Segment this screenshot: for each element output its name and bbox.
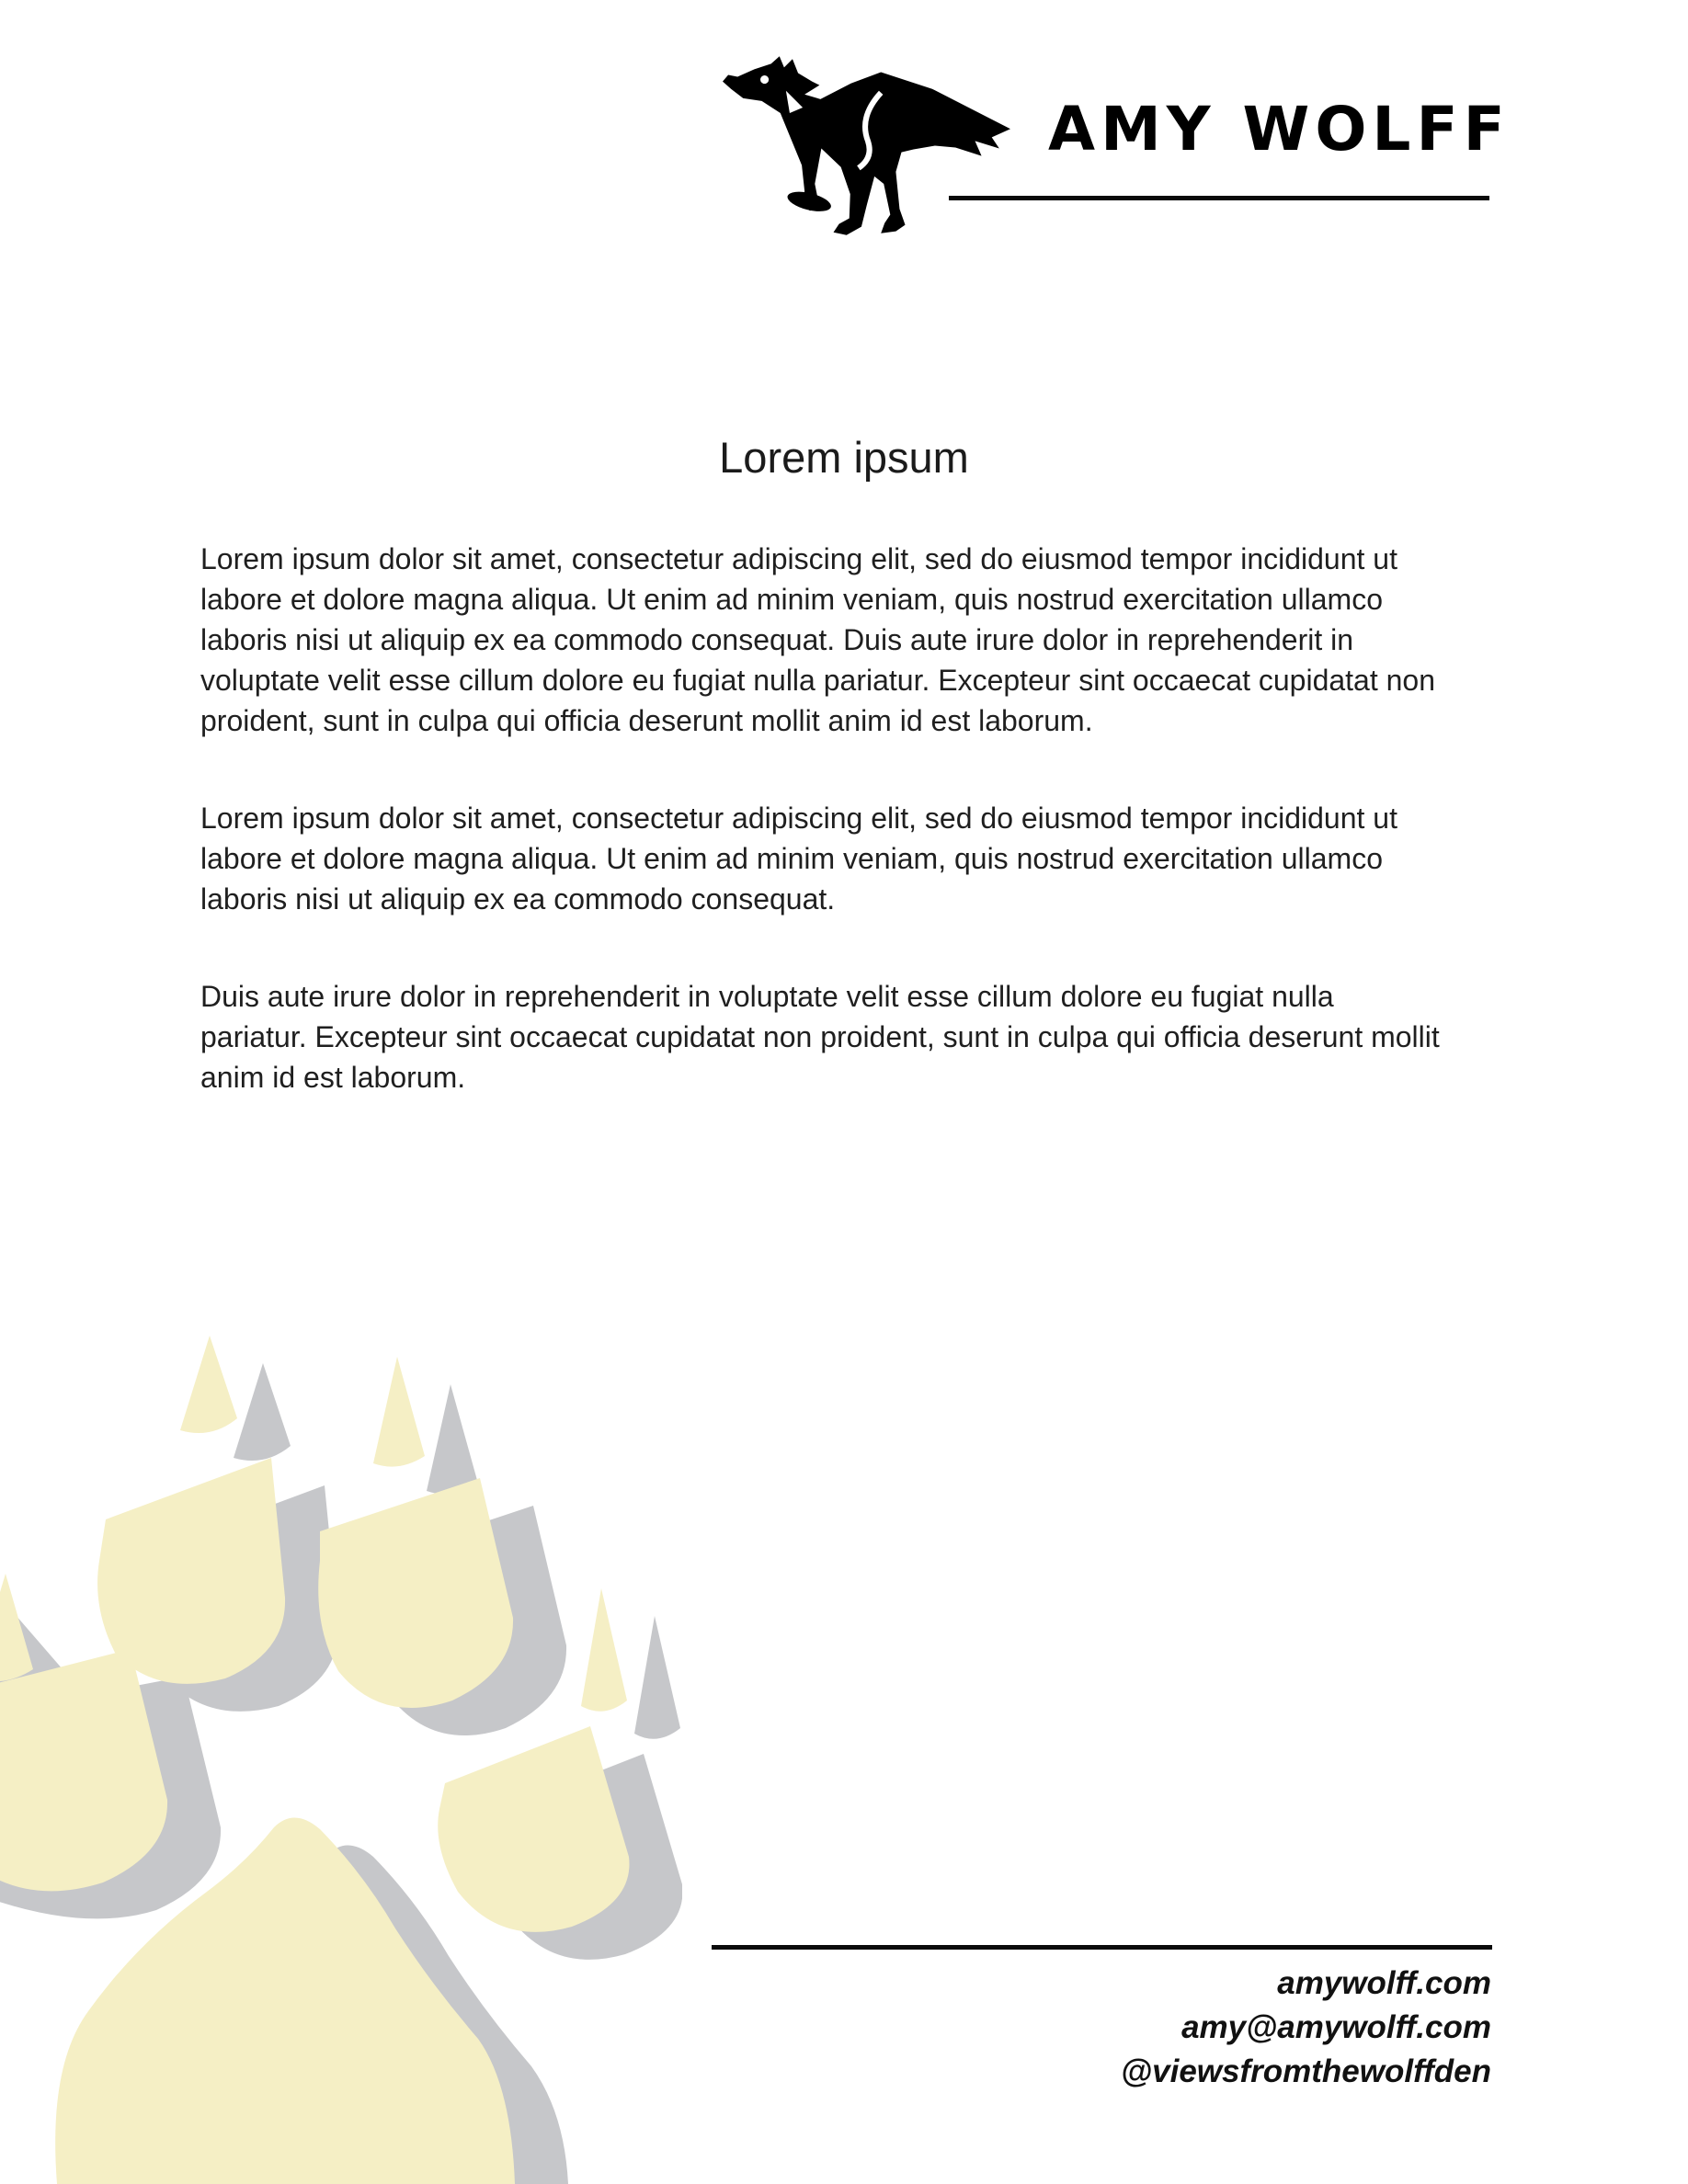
running-wolf-icon: [723, 55, 1011, 237]
footer-rule: [712, 1945, 1492, 1950]
body-text: [200, 539, 1440, 1155]
footer-email: amy@amywolff.com: [1181, 2009, 1491, 2045]
paragraph-2: Lorem ipsum dolor sit amet, consectetur adipiscing elit, sed do eiusmod tempor incididunt ut labore et dolore magna aliqua. Ut enim ad minim veniam, quis nostrud exercitation ullamco laboris nisi ut aliquip ex ea commodo consequat.: [200, 802, 1397, 916]
paragraph-3: Duis aute irure dolor in reprehenderit in voluptate velit esse cillum dolore eu fugiat nulla pariatur. Excepteur sint occaecat cupidatat non proident, sunt in culpa qui officia deserunt mollit anim id est laborum.: [200, 980, 1440, 1094]
page-title: Lorem ipsum: [719, 433, 969, 482]
paragraph-1: Lorem ipsum dolor sit amet, consectetur adipiscing elit, sed do eiusmod tempor incididunt ut labore et dolore magna aliqua. Ut enim ad minim veniam, quis nostrud exercitation ullamco laboris nisi ut aliquip ex ea commodo consequat. Duis aute irure dolor in reprehenderit in voluptate velit esse cillum dolore eu fugiat nulla pariatur. Excepteur sint occaecat cupidatat non proident, sunt in culpa qui officia deserunt mollit anim id est laborum.: [200, 542, 1436, 737]
footer-website: amywolff.com: [1277, 1965, 1491, 2001]
brand-name: AMY WOLFF: [1048, 94, 1511, 165]
footer-contact: [848, 1962, 1491, 2094]
brand-underline: [949, 196, 1489, 200]
wolf-paw-print-icon: [0, 1285, 682, 2184]
footer-social: @viewsfromthewolffden: [1121, 2053, 1491, 2089]
